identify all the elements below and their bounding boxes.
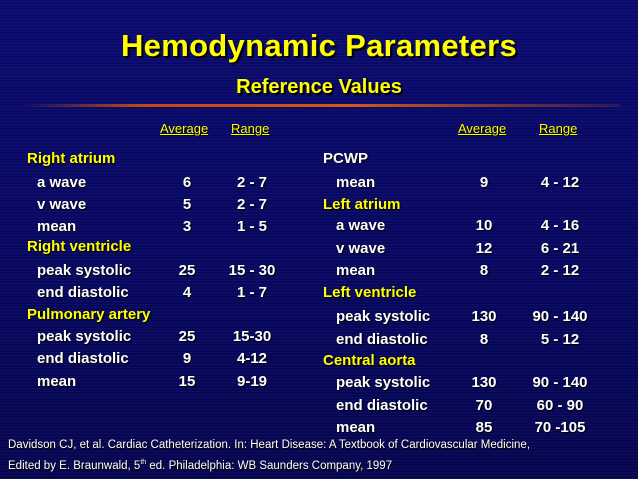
parameter-label: peak systolic [37,262,132,279]
average-value: 8 [479,331,489,348]
left-range-header: Range [231,121,270,136]
range-value: 15 - 30 [228,262,276,279]
range-value: 2 - 7 [236,174,267,191]
section-label: Right atrium [27,150,116,167]
range-value: 2 - 7 [236,196,267,213]
range-value: 1 - 7 [236,284,267,301]
parameter-label: end diastolic [37,284,129,301]
average-value: 15 [178,373,196,390]
average-value: 8 [479,262,489,279]
average-value: 5 [182,196,192,213]
citation-text: Edited by E. Braunwald, 5 [8,459,141,472]
average-value: 12 [475,240,493,257]
section-label: Central aorta [323,352,416,369]
citation-line-2 [8,454,530,475]
parameter-label: a wave [336,217,386,234]
average-value: 70 [475,397,493,414]
section-label: Pulmonary artery [27,306,151,323]
range-value: 60 - 90 [536,397,584,414]
average-value: 9 [479,174,489,191]
range-value: 15-30 [232,328,272,345]
section-label: PCWP [323,150,368,167]
average-value: 130 [471,308,497,325]
range-value: 70 -105 [534,419,586,436]
average-value: 25 [178,262,196,279]
range-value: 5 - 12 [540,331,580,348]
average-value: 3 [182,218,192,235]
range-value: 6 - 21 [540,240,580,257]
range-value: 4-12 [236,350,268,367]
average-value: 4 [182,284,192,301]
section-label: Left atrium [323,196,401,213]
parameter-label: peak systolic [37,328,132,345]
average-value: 25 [178,328,196,345]
average-value: 85 [475,419,493,436]
parameter-label: end diastolic [336,397,428,414]
parameter-label: mean [336,174,376,191]
range-value: 4 - 12 [540,174,580,191]
range-value: 90 - 140 [532,374,588,391]
section-label: Right ventricle [27,238,132,255]
right-range-header: Range [539,121,578,136]
range-value: 4 - 16 [540,217,580,234]
citation-text-end: ed. Philadelphia: WB Saunders Company, 1997 [146,459,393,472]
parameter-label: peak systolic [336,308,431,325]
citation-sup: th [140,459,147,466]
range-value: 90 - 140 [532,308,588,325]
range-value: 1 - 5 [236,218,267,235]
title-divider [22,104,620,107]
slide-title: Hemodynamic Parameters [120,28,517,63]
parameter-label: end diastolic [37,350,129,367]
parameter-label: end diastolic [336,331,428,348]
citation-footer [8,437,530,475]
average-value: 9 [182,350,192,367]
section-label: Left ventricle [323,284,417,301]
parameter-label: v wave [37,196,87,213]
parameter-label: peak systolic [336,374,431,391]
citation-line-1: Davidson CJ, et al. Cardiac Catheterization. In: Heart Disease: A Textbook of Cardiovascular Medicine, [8,439,531,451]
parameter-label: mean [37,373,77,390]
average-value: 6 [182,174,192,191]
parameter-label: a wave [37,174,87,191]
parameter-label: mean [37,218,77,235]
parameter-label: v wave [336,240,386,257]
right-average-header: Average [458,121,507,136]
range-value: 9-19 [236,373,268,390]
slide-subtitle: Reference Values [236,76,402,98]
range-value: 2 - 12 [540,262,580,279]
average-value: 130 [471,374,497,391]
parameter-label: mean [336,262,376,279]
average-value: 10 [475,217,493,234]
parameter-label: mean [336,419,376,436]
left-average-header: Average [160,121,209,136]
